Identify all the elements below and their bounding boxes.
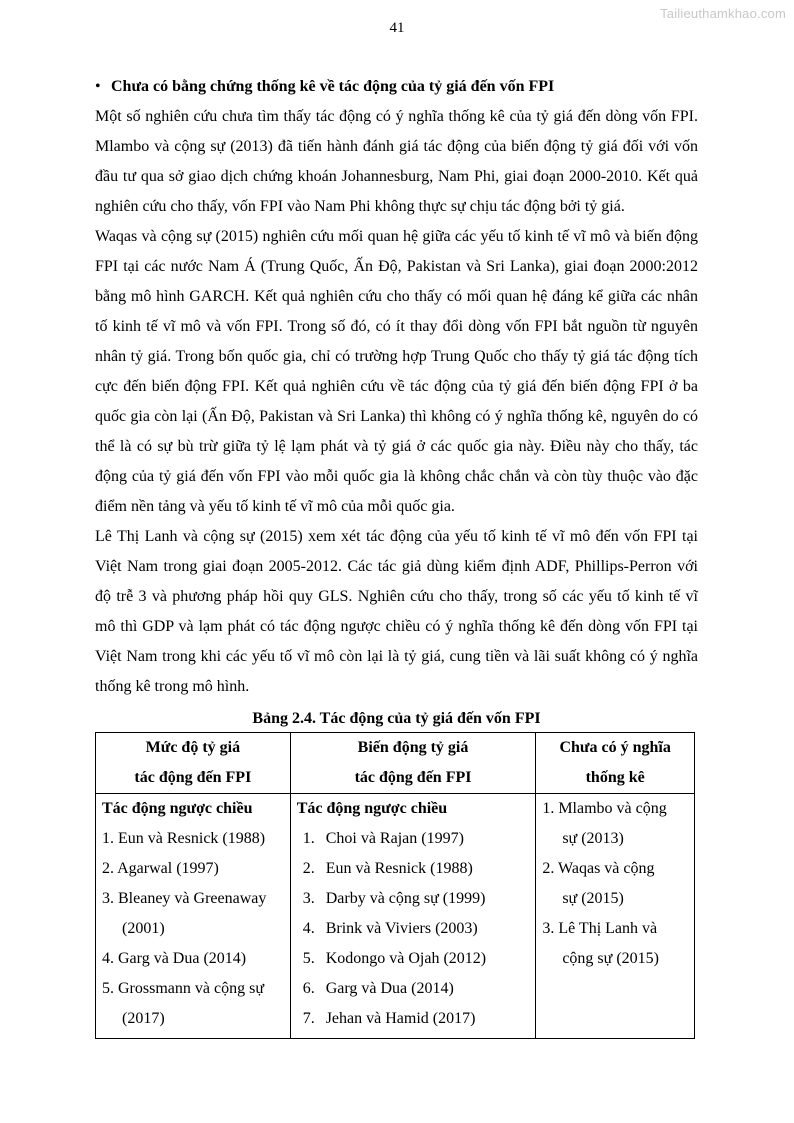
data-table bbox=[95, 732, 695, 1039]
list-item: 1. Eun và Resnick (1988) bbox=[102, 830, 266, 847]
list-item-continuation: sự (2013) bbox=[562, 830, 624, 847]
list-number: 4. bbox=[302, 920, 315, 937]
header-line: thống kê bbox=[585, 769, 645, 786]
paragraph-line: Việt Nam trong giai đoạn 2005-2012. Các tác giả dùng kiểm định ADF, Phillips-Perron với bbox=[95, 558, 698, 575]
list-text: Kodongo và Ojah (2012) bbox=[325, 950, 487, 967]
list-item: 1. Mlambo và cộng bbox=[542, 800, 667, 817]
paragraph-line: động của tỷ giá đến vốn FPI vào mỗi quốc gia là không chắc chắn và còn tùy thuộc vào đặc bbox=[95, 468, 698, 485]
paragraph-line: Một số nghiên cứu chưa tìm thấy tác động có ý nghĩa thống kê của tỷ giá đến dòng vốn FPI. bbox=[95, 108, 698, 125]
list-item-continuation: sự (2015) bbox=[562, 890, 624, 907]
header-line: Mức độ tỷ giá bbox=[145, 739, 241, 756]
table-cell bbox=[96, 794, 291, 1039]
paragraph-line: nghiên cứu cho thấy, vốn FPI vào Nam Phi không thực sự chịu tác động bởi tỷ giá. bbox=[95, 198, 625, 215]
list-item bbox=[297, 974, 532, 1004]
list-number: 6. bbox=[302, 980, 315, 997]
list-item: 3. Lê Thị Lanh và bbox=[542, 920, 658, 937]
list-text: Choi và Rajan (1997) bbox=[325, 830, 464, 847]
header-cell bbox=[290, 733, 536, 794]
table-caption: Bảng 2.4. Tác động của tỷ giá đến vốn FPI bbox=[252, 710, 541, 727]
list-item: 5. Grossmann và cộng sự bbox=[102, 980, 264, 997]
list-item bbox=[297, 914, 532, 944]
paragraphs bbox=[95, 102, 698, 702]
section-heading bbox=[95, 72, 698, 102]
list-item bbox=[297, 854, 532, 884]
column-subheading: Tác động ngược chiều bbox=[102, 800, 253, 817]
list-item: 3. Bleaney và Greenaway bbox=[102, 890, 267, 907]
list-number: 1. bbox=[302, 830, 315, 847]
table-cell bbox=[536, 794, 695, 1039]
paragraph-line: cực đến biến động FPI. Kết quả nghiên cứu về tác động của tỷ giá đến biến động FPI ở ba bbox=[95, 378, 698, 395]
paragraph-line: điểm nền tảng và yếu tố kinh tế vĩ mô của mỗi quốc gia. bbox=[95, 498, 455, 515]
list-item: 4. Garg và Dua (2014) bbox=[102, 950, 247, 967]
paragraph-line: quốc gia còn lại (Ấn Độ, Pakistan và Sri Lanka) thì không có ý nghĩa thống kê, nguyên do có bbox=[95, 408, 698, 425]
column-subheading: Tác động ngược chiều bbox=[296, 800, 448, 817]
header-cell bbox=[536, 733, 695, 794]
section-heading-text: Chưa có bằng chứng thống kê về tác động của tỷ giá đến vốn FPI bbox=[111, 78, 555, 95]
paragraph-line: Lê Thị Lanh và cộng sự (2015) xem xét tác động của yếu tố kinh tế vĩ mô đến vốn FPI tại bbox=[95, 528, 698, 545]
list-item-continuation: (2017) bbox=[122, 1010, 165, 1027]
paragraph-line: mô thì GDP và lạm phát có tác động ngược chiều có ý nghĩa thống kê đến dòng vốn FPI tại bbox=[95, 618, 698, 635]
list-item bbox=[297, 824, 532, 854]
list-text: Darby và cộng sự (1999) bbox=[325, 890, 486, 907]
header-line: tác động đến FPI bbox=[354, 769, 472, 786]
header-line: Biến động tỷ giá bbox=[357, 739, 469, 756]
paragraph-line: Waqas và cộng sự (2015) nghiên cứu mối quan hệ giữa các yếu tố kinh tế vĩ mô và biến động bbox=[95, 228, 698, 245]
header-cell bbox=[96, 733, 291, 794]
paragraph-line: tố kinh tế vĩ mô và vốn FPI. Trong số đó, có ít thay đổi dòng vốn FPI bắt nguồn từ nguyên bbox=[95, 318, 698, 335]
paragraph-line: độ trễ 3 và phương pháp hồi quy GLS. Nghiên cứu cho thấy, trong số các yếu tố kinh tế vĩ bbox=[95, 588, 698, 605]
list-number: 2. bbox=[302, 860, 315, 877]
paragraph-line: Mlambo và cộng sự (2013) đã tiến hành đánh giá tác động của biến động tỷ giá đối với vốn bbox=[95, 138, 698, 155]
table-cell bbox=[290, 794, 536, 1039]
page-number: 41 bbox=[389, 20, 405, 36]
document-body bbox=[95, 72, 698, 1039]
paragraph bbox=[95, 222, 698, 522]
list-item: 2. Waqas và cộng bbox=[542, 860, 655, 877]
list-number: 5. bbox=[302, 950, 315, 967]
paragraph bbox=[95, 522, 698, 702]
list-text: Brink và Viviers (2003) bbox=[325, 920, 478, 937]
list-number: 3. bbox=[302, 890, 315, 907]
list-item bbox=[297, 884, 532, 914]
list-item-continuation: cộng sự (2015) bbox=[562, 950, 659, 967]
list-text: Eun và Resnick (1988) bbox=[325, 860, 473, 877]
list-item bbox=[297, 1004, 532, 1034]
header-line: tác động đến FPI bbox=[134, 769, 252, 786]
bullet-icon: • bbox=[95, 78, 101, 95]
paragraph-line: bằng mô hình GARCH. Kết quả nghiên cứu cho thấy có mối quan hệ đáng kể giữa các nhân bbox=[95, 288, 698, 305]
paragraph-line: nhân tỷ giá. Trong bốn quốc gia, chỉ có trường hợp Trung Quốc cho thấy tỷ giá tác động tích bbox=[95, 348, 698, 365]
paragraph-line: thể là có sự bù trừ giữa tỷ lệ lạm phát và tỷ giá ở các quốc gia này. Điều này cho thấy, tác bbox=[95, 438, 698, 455]
table-header-row bbox=[96, 733, 695, 794]
list-text: Jehan và Hamid (2017) bbox=[325, 1010, 476, 1027]
table-row bbox=[96, 794, 695, 1039]
paragraph-line: thống kê trong mô hình. bbox=[95, 678, 250, 695]
header-line: Chưa có ý nghĩa bbox=[559, 739, 671, 756]
paragraph-line: Việt Nam trong khi các yếu tố vĩ mô còn lại là tỷ giá, cung tiền và lãi suất không có ý nghĩa bbox=[95, 648, 698, 665]
paragraph bbox=[95, 102, 698, 222]
paragraph-line: đầu tư qua sở giao dịch chứng khoán Johannesburg, Nam Phi, giai đoạn 2000-2010. Kết quả bbox=[95, 168, 698, 185]
list-number: 7. bbox=[302, 1010, 315, 1027]
list-item-continuation: (2001) bbox=[122, 920, 165, 937]
list-item bbox=[297, 944, 532, 974]
watermark: Tailieuthamkhao.com bbox=[660, 6, 786, 21]
list-text: Garg và Dua (2014) bbox=[325, 980, 454, 997]
paragraph-line: FPI tại các nước Nam Á (Trung Quốc, Ấn Độ, Pakistan và Sri Lanka), giai đoạn 2000:2012 bbox=[95, 258, 698, 275]
list-item: 2. Agarwal (1997) bbox=[102, 860, 219, 877]
